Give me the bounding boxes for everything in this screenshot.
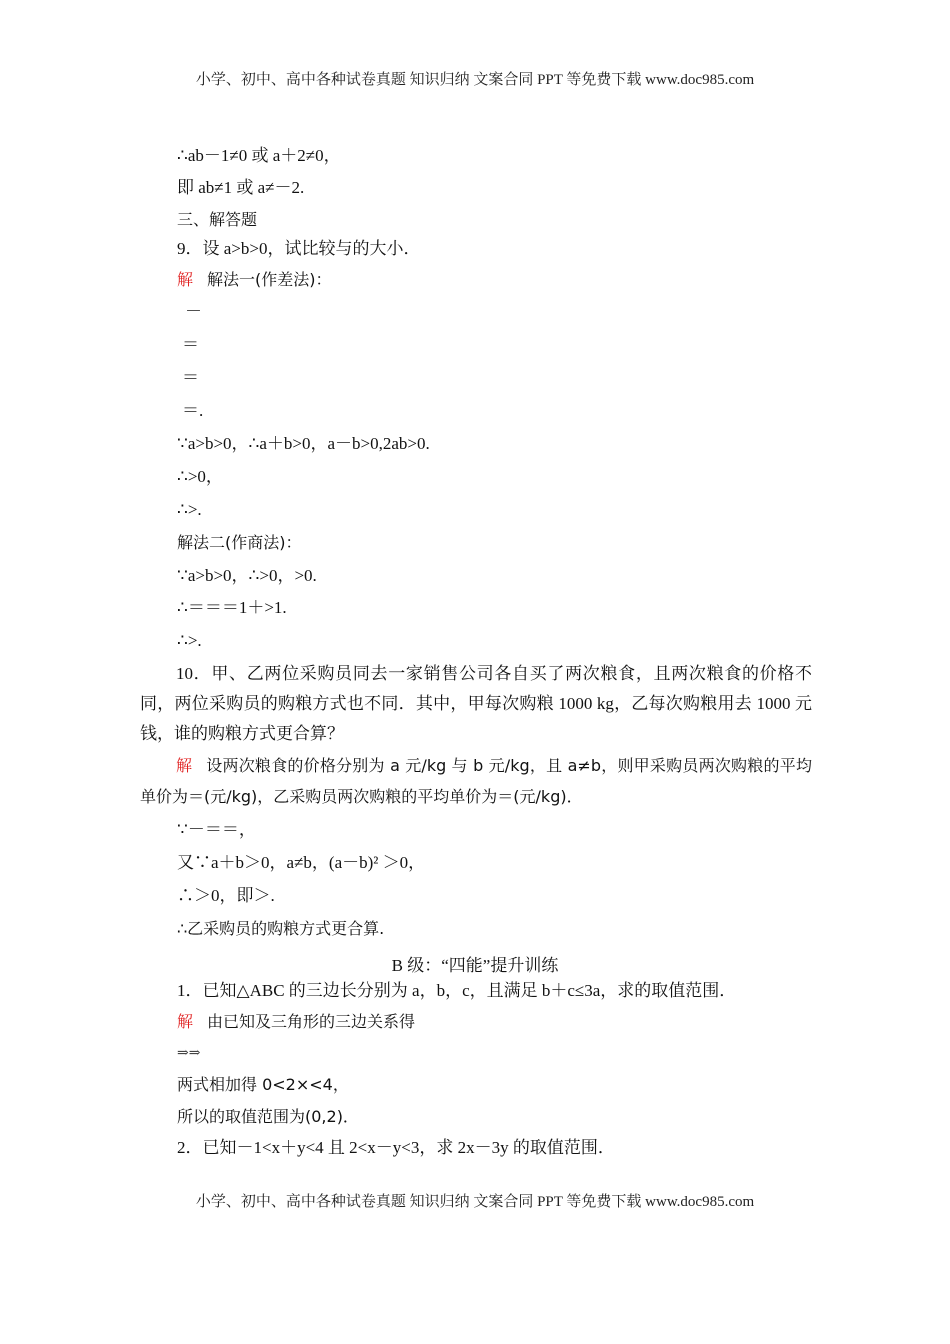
text-line: 又∵a＋b＞0，a≠b，(a－b)² ＞0， bbox=[177, 853, 426, 872]
answer-10 bbox=[140, 750, 812, 812]
solution-marker: 解 bbox=[177, 270, 194, 289]
page-header: 小学、初中、高中各种试卷真题 知识归纳 文案合同 PPT 等免费下载 www.doc985.com bbox=[195, 72, 755, 88]
solution-marker: 解 bbox=[176, 756, 193, 775]
equation-line: ＝ bbox=[182, 335, 199, 354]
text-line: ∵a>b>0，∴>0，>0. bbox=[177, 566, 317, 585]
question-b2: 2．已知－1<x＋y<4 且 2<x－y<3，求 2x－3y 的取值范围． bbox=[177, 1138, 615, 1157]
equation-line: － bbox=[185, 302, 202, 321]
solution-line bbox=[177, 270, 332, 290]
page-footer: 小学、初中、高中各种试卷真题 知识归纳 文案合同 PPT 等免费下载 www.doc985.com bbox=[195, 1194, 755, 1210]
text-line: ∴>. bbox=[177, 500, 202, 519]
text-line: ∵a>b>0，∴a＋b>0，a－b>0,2ab>0. bbox=[177, 434, 430, 453]
solution-marker: 解 bbox=[177, 1012, 194, 1031]
text-line: 所以的取值范围为(0,2)． bbox=[177, 1107, 359, 1126]
implication-line: ⇒⇒ bbox=[177, 1046, 201, 1061]
solution-text: 由已知及三角形的三边关系得 bbox=[207, 1012, 416, 1031]
section-b-title: B 级：“四能”提升训练 bbox=[391, 956, 559, 975]
text-line: ∴>. bbox=[177, 631, 202, 650]
text-line: ∴>0， bbox=[177, 467, 223, 486]
question-9: 9．设 a>b>0，试比较与的大小． bbox=[177, 239, 421, 258]
equation-line: ＝ bbox=[182, 368, 199, 387]
equation-line: ＝. bbox=[182, 401, 204, 420]
answer-10-text: 设两次粮食的价格分别为 a 元/kg 与 b 元/kg，且 a≠b，则甲采购员两次购粮的平均单价为＝(元/kg)，乙采购员两次购粮的平均单价为＝(元/kg)． bbox=[140, 756, 812, 806]
method-one: 解法一(作差法)： bbox=[207, 270, 332, 289]
text-line: ∴＞0，即＞. bbox=[177, 886, 275, 905]
method-two: 解法二(作商法)： bbox=[177, 533, 302, 552]
solution-line bbox=[177, 1012, 415, 1032]
text-line: ∴ab－1≠0 或 a＋2≠0， bbox=[177, 146, 341, 165]
section-heading: 三、解答题 bbox=[177, 210, 258, 229]
question-10: 10．甲、乙两位采购员同去一家销售公司各自买了两次粮食，且两次粮食的价格不同，两位采购员的购粮方式也不同．其中，甲每次购粮 1000 kg，乙每次购粮用去 1000 元钱，谁的购粮方式更合算？ bbox=[140, 664, 812, 743]
text-line: ∵－＝＝， bbox=[177, 820, 256, 839]
text-line: ∴＝＝＝1＋>1. bbox=[177, 598, 287, 617]
conclusion: ∴乙采购员的购粮方式更合算. bbox=[177, 919, 385, 938]
text-line: 即 ab≠1 或 a≠－2. bbox=[177, 178, 305, 197]
question-b1: 1．已知△ABC 的三边长分别为 a，b，c，且满足 b＋c≤3a，求的取值范围． bbox=[177, 981, 737, 1000]
text-line: 两式相加得 0<2×<4， bbox=[177, 1075, 349, 1094]
